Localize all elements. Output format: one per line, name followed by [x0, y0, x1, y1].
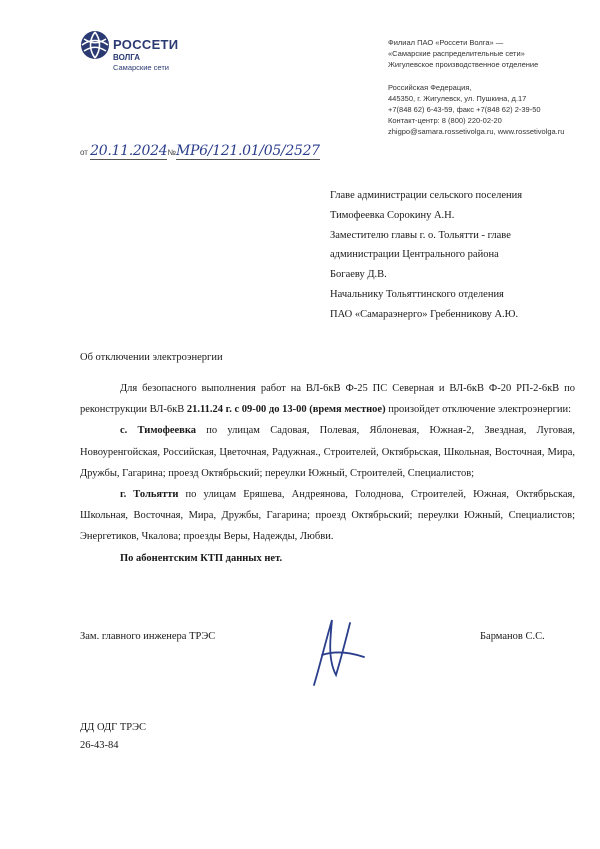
- from-label: от: [80, 148, 88, 157]
- address-line: 445350, г. Жигулевск, ул. Пушкина, д.17: [388, 94, 527, 103]
- addressee-line: Богаеву Д.В.: [330, 269, 387, 281]
- company-line: «Самарские распределительные сети»: [388, 49, 525, 58]
- body-text: по улицам Еряшева, Андреянова, Голоднова, Строителей, Южная, Октябрьская, Школьная, Восточная, Мира, Дружбы, Гагарина; проезд Октябрьский; переулки Южный, Специалистов; Энергетиков, Чкалова; проезды Веры, Надежды, Любви.: [80, 489, 576, 543]
- address-line: Контакт-центр: 8 (800) 220-02-20: [388, 116, 502, 125]
- addressee-line: администрации Центрального района: [330, 249, 499, 261]
- body-paragraph-4: [80, 548, 575, 569]
- body-bold-place: г. Тольятти: [120, 489, 179, 501]
- addressee-line: Начальнику Тольяттинского отделения: [330, 288, 504, 300]
- signatory-title: Зам. главного инженера ТРЭС: [80, 631, 216, 642]
- addressee-line: Заместителю главы г. о. Тольятти - главе: [330, 229, 511, 241]
- body-paragraph-1: [80, 378, 575, 420]
- letter-subject: Об отключении электроэнергии: [80, 352, 223, 363]
- footer-phone: 26-43-84: [80, 740, 119, 751]
- address-line: zhigpo@samara.rossetivolga.ru, www.rossetivolga.ru: [388, 127, 565, 136]
- rosseti-logo-icon: [80, 30, 110, 60]
- addressees-block: [330, 186, 575, 325]
- addressee-line: Тимофеевка Сорокину А.Н.: [330, 209, 455, 221]
- logo-branch: Самарские сети: [113, 63, 169, 72]
- logo-name: РОССЕТИ: [113, 37, 179, 52]
- addressee-line: Главе администрации сельского поселения: [330, 190, 523, 201]
- company-line: Жигулевское производственное отделение: [388, 60, 539, 69]
- handwritten-number: МР6/121.01/05/2527: [175, 143, 320, 159]
- letter-body: [80, 378, 575, 569]
- logo-region: ВОЛГА: [113, 53, 141, 62]
- logo-text-block: [113, 38, 178, 73]
- body-paragraph-2: [80, 420, 575, 484]
- number-label: №: [167, 148, 176, 157]
- handwritten-date: 20.11.2024: [90, 143, 168, 159]
- handwritten-signature: [292, 615, 372, 700]
- address-line: +7(848 62) 6-43-59, факс +7(848 62) 2-39-50: [388, 105, 541, 114]
- body-text: Для безопасного выполнения работ на ВЛ-6кВ Ф-25 ПС Северная и ВЛ-6кВ Ф-20 РП-2-6кВ по реконструкции ВЛ-6кВ: [80, 383, 575, 416]
- body-text: по улицам Садовая, Полевая, Яблоневая, Южная-2, Звездная, Луговая, Новоуренгойская, Российская, Цветочная, Радужная., Строителей, Октябрьская, Школьная, Восточная, Мира, Дружбы, Гагарина; проезд Октябрьский; переулки Южный, Строителей, Специалистов;: [80, 425, 575, 479]
- body-paragraph-3: [80, 484, 575, 548]
- addressee-line: ПАО «Самараэнерго» Гребенникову А.Ю.: [330, 308, 519, 320]
- body-bold-note: По абонентским КТП данных нет.: [120, 552, 283, 564]
- footer-dept: ДД ОДГ ТРЭС: [80, 722, 147, 733]
- company-details: [388, 37, 588, 137]
- signatory-name: Барманов С.С.: [480, 631, 545, 642]
- body-bold-place: с. Тимофеевка: [120, 425, 196, 437]
- company-line: Филиал ПАО «Россети Волга» —: [388, 38, 504, 47]
- outgoing-number: [80, 143, 320, 160]
- body-text: произойдет отключение электроэнергии:: [385, 404, 572, 416]
- address-line: Российская Федерация,: [388, 83, 472, 92]
- body-bold-time: 21.11.24 г. с 09-00 до 13-00 (время местное): [186, 404, 386, 416]
